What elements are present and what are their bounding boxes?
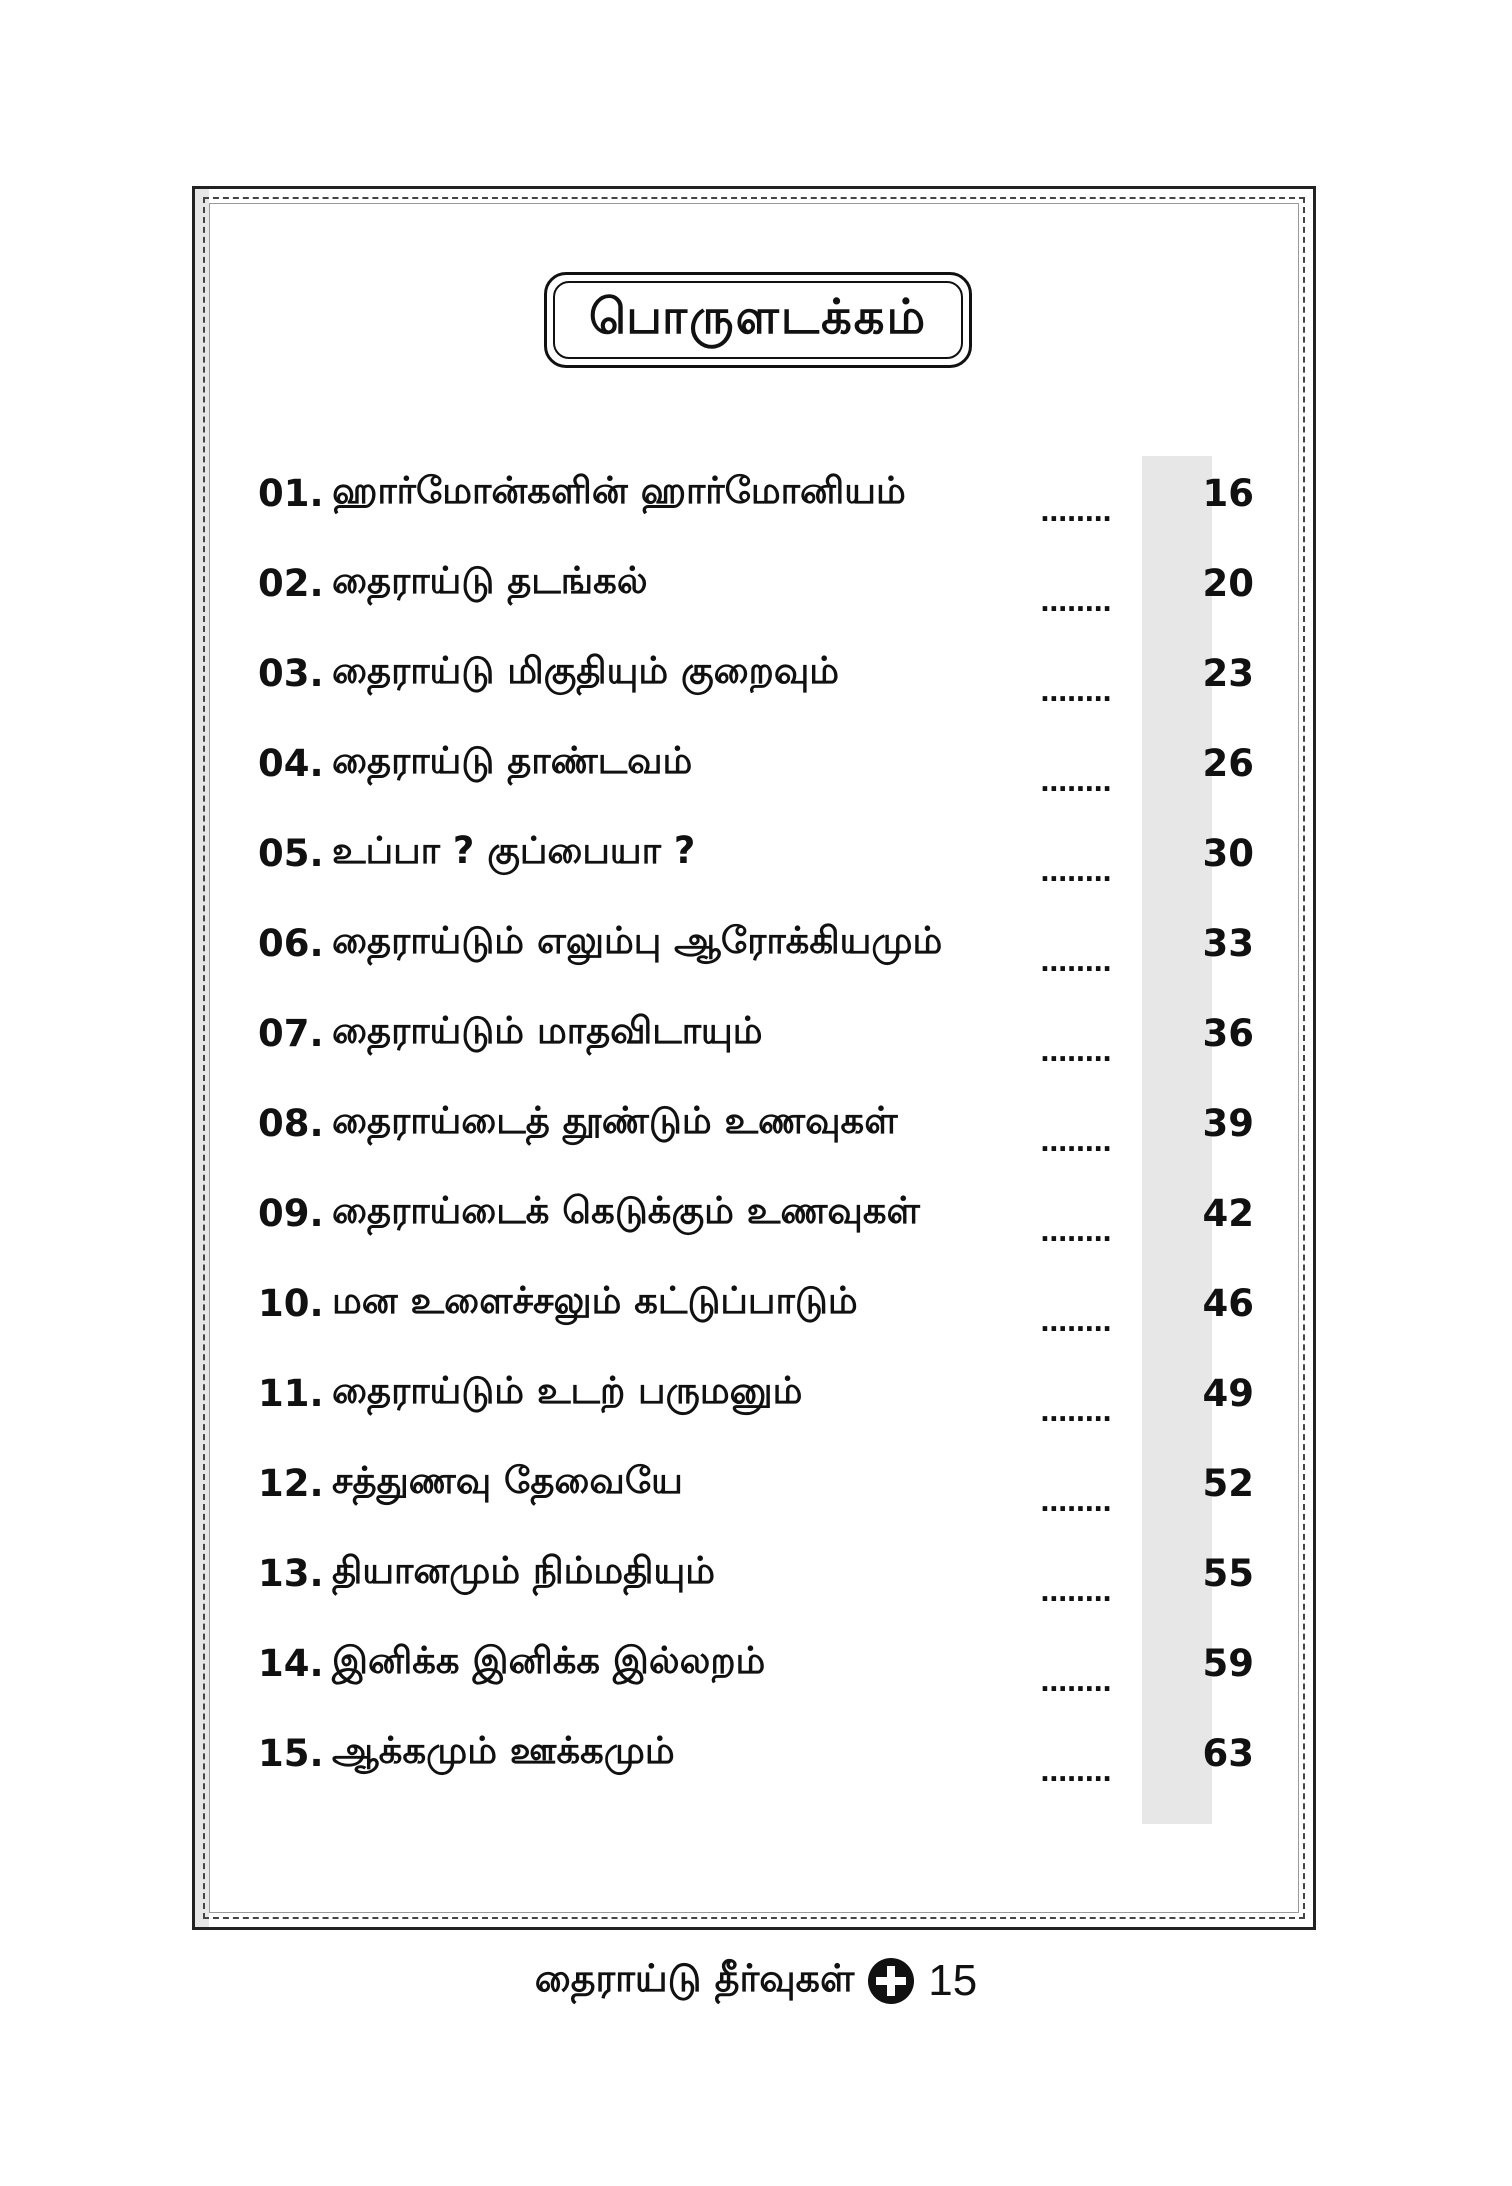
chapter-number: 01. bbox=[258, 471, 324, 515]
chapter-number: 02. bbox=[258, 561, 324, 605]
toc-entry[interactable] bbox=[258, 718, 1260, 808]
chapter-title: தைராய்டு தடங்கல் bbox=[332, 559, 648, 602]
toc-entry[interactable] bbox=[258, 1258, 1260, 1348]
leader-dots: ........ bbox=[1040, 678, 1112, 708]
leader-dots: ........ bbox=[1040, 1398, 1112, 1428]
chapter-page: 16 bbox=[1202, 471, 1254, 515]
chapter-page: 55 bbox=[1202, 1551, 1254, 1595]
chapter-title: தைராய்டு மிகுதியும் குறைவும் bbox=[332, 649, 840, 692]
toc-entry[interactable] bbox=[258, 1168, 1260, 1258]
chapter-number: 09. bbox=[258, 1191, 324, 1235]
chapter-page: 59 bbox=[1202, 1641, 1254, 1685]
chapter-number: 07. bbox=[258, 1011, 324, 1055]
toc-entry[interactable] bbox=[258, 628, 1260, 718]
table-of-contents bbox=[258, 448, 1260, 1798]
toc-entry[interactable] bbox=[258, 988, 1260, 1078]
chapter-number: 06. bbox=[258, 921, 324, 965]
chapter-page: 26 bbox=[1202, 741, 1254, 785]
toc-entry[interactable] bbox=[258, 1618, 1260, 1708]
toc-entry[interactable] bbox=[258, 448, 1260, 538]
chapter-number: 15. bbox=[258, 1731, 324, 1775]
leader-dots: ........ bbox=[1040, 1488, 1112, 1518]
page-title: பொருளடக்கம் bbox=[588, 289, 928, 345]
chapter-page: 63 bbox=[1202, 1731, 1254, 1775]
toc-entry[interactable] bbox=[258, 808, 1260, 898]
chapter-number: 10. bbox=[258, 1281, 324, 1325]
chapter-number: 03. bbox=[258, 651, 324, 695]
toc-entry[interactable] bbox=[258, 1528, 1260, 1618]
chapter-number: 14. bbox=[258, 1641, 324, 1685]
chapter-title: தியானமும் நிம்மதியும் bbox=[332, 1549, 715, 1592]
toc-entry[interactable] bbox=[258, 898, 1260, 988]
leader-dots: ........ bbox=[1040, 1038, 1112, 1068]
toc-entry[interactable] bbox=[258, 1348, 1260, 1438]
chapter-page: 46 bbox=[1202, 1281, 1254, 1325]
leader-dots: ........ bbox=[1040, 1128, 1112, 1158]
chapter-title: தைராய்டு தாண்டவம் bbox=[332, 739, 693, 782]
leader-dots: ........ bbox=[1040, 588, 1112, 618]
chapter-number: 11. bbox=[258, 1371, 324, 1415]
chapter-title: ஹார்மோன்களின் ஹார்மோனியம் bbox=[332, 469, 906, 512]
leader-dots: ........ bbox=[1040, 1668, 1112, 1698]
chapter-page: 39 bbox=[1202, 1101, 1254, 1145]
chapter-number: 05. bbox=[258, 831, 324, 875]
chapter-title: தைராய்டும் உடற் பருமனும் bbox=[332, 1369, 803, 1412]
toc-entry[interactable] bbox=[258, 538, 1260, 628]
chapter-number: 08. bbox=[258, 1101, 324, 1145]
plus-circle-icon bbox=[868, 1958, 914, 2004]
chapter-title: சத்துணவு தேவையே bbox=[332, 1459, 683, 1502]
toc-entry[interactable] bbox=[258, 1708, 1260, 1798]
leader-dots: ........ bbox=[1040, 1758, 1112, 1788]
leader-dots: ........ bbox=[1040, 858, 1112, 888]
leader-dots: ........ bbox=[1040, 948, 1112, 978]
chapter-number: 13. bbox=[258, 1551, 324, 1595]
leader-dots: ........ bbox=[1040, 1308, 1112, 1338]
chapter-page: 20 bbox=[1202, 561, 1254, 605]
leader-dots: ........ bbox=[1040, 498, 1112, 528]
toc-entry[interactable] bbox=[258, 1078, 1260, 1168]
chapter-page: 42 bbox=[1202, 1191, 1254, 1235]
chapter-title: தைராய்டைக் கெடுக்கும் உணவுகள் bbox=[332, 1189, 920, 1232]
toc-entry[interactable] bbox=[258, 1438, 1260, 1528]
page-footer bbox=[0, 1956, 1512, 2006]
chapter-page: 23 bbox=[1202, 651, 1254, 695]
chapter-number: 04. bbox=[258, 741, 324, 785]
chapter-title: மன உளைச்சலும் கட்டுப்பாடும் bbox=[332, 1279, 858, 1322]
chapter-page: 49 bbox=[1202, 1371, 1254, 1415]
leader-dots: ........ bbox=[1040, 1578, 1112, 1608]
chapter-title: இனிக்க இனிக்க இல்லறம் bbox=[332, 1639, 766, 1682]
chapter-page: 30 bbox=[1202, 831, 1254, 875]
chapter-title: தைராய்டும் மாதவிடாயும் bbox=[332, 1009, 763, 1052]
chapter-page: 33 bbox=[1202, 921, 1254, 965]
leader-dots: ........ bbox=[1040, 1218, 1112, 1248]
chapter-title: உப்பா ? குப்பையா ? bbox=[332, 829, 696, 872]
book-title: தைராய்டு தீர்வுகள் bbox=[534, 1956, 855, 2000]
chapter-title: தைராய்டும் எலும்பு ஆரோக்கியமும் bbox=[332, 919, 943, 962]
title-box bbox=[544, 272, 972, 368]
chapter-number: 12. bbox=[258, 1461, 324, 1505]
page-number: 15 bbox=[928, 1956, 978, 2005]
chapter-title: தைராய்டைத் தூண்டும் உணவுகள் bbox=[332, 1099, 898, 1142]
leader-dots: ........ bbox=[1040, 768, 1112, 798]
chapter-page: 52 bbox=[1202, 1461, 1254, 1505]
chapter-page: 36 bbox=[1202, 1011, 1254, 1055]
chapter-title: ஆக்கமும் ஊக்கமும் bbox=[332, 1729, 675, 1772]
